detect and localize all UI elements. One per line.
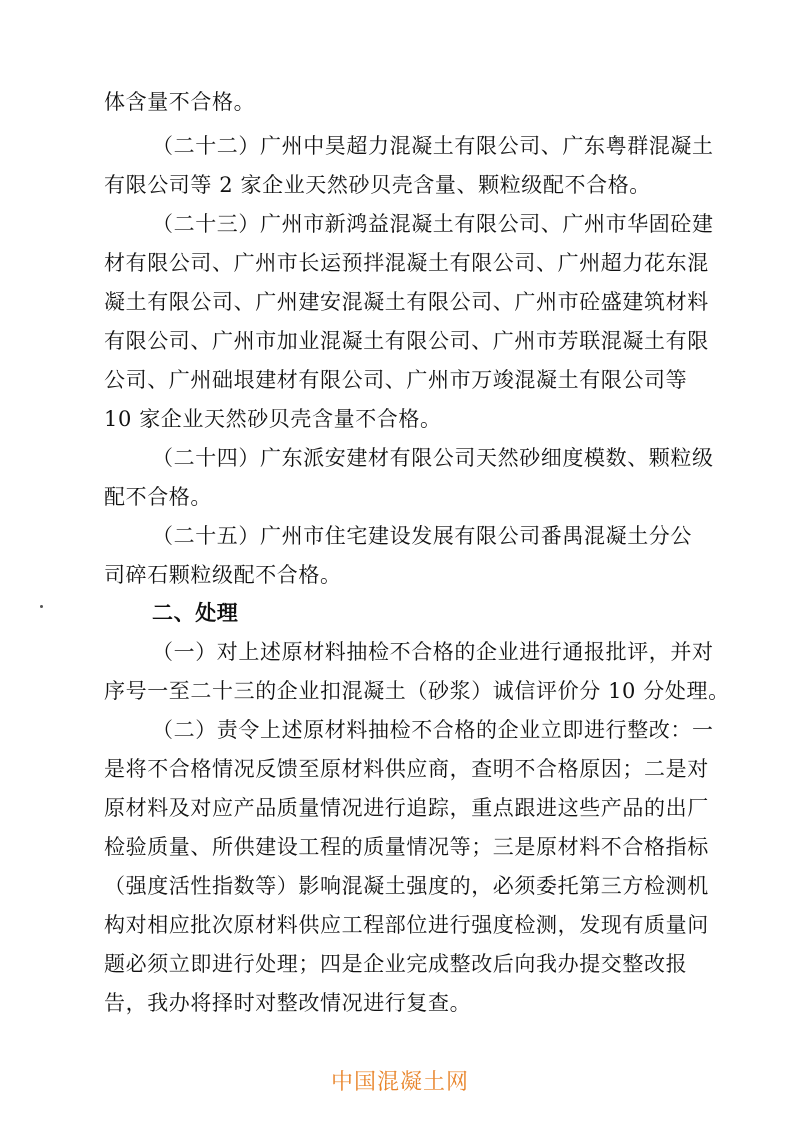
text-line: 有限公司等 2 家企业天然砂贝壳含量、颗粒级配不合格。 [104,173,651,197]
watermark-text: 中国混凝土网 [330,1070,469,1095]
section-heading: 二、处理 [152,601,239,625]
text-line: （二）责令上述原材料抽检不合格的企业立即进行整改：一 [152,718,714,742]
text-line: 配不合格。 [104,485,212,509]
text-line: （强度活性指数等）影响混凝土强度的，必须委托第三方检测机 [104,874,709,898]
scan-speck [40,605,43,608]
text-line: 题必须立即进行处理；四是企业完成整改后向我办提交整改报 [104,952,688,976]
text-line: 构对相应批次原材料供应工程部位进行强度检测，发现有质量问 [104,913,709,937]
text-line: 检验质量、所供建设工程的质量情况等；三是原材料不合格指标 [104,835,709,859]
text-line: （二十五）广州市住宅建设发展有限公司番禺混凝土分公 [152,524,692,548]
text-line: （一）对上述原材料抽检不合格的企业进行通报批评，并对 [152,640,714,664]
text-line: 体含量不合格。 [104,90,256,114]
text-line: （二十四）广东派安建材有限公司天然砂细度模数、颗粒级 [152,446,714,470]
text-line: 是将不合格情况反馈至原材料供应商，查明不合格原因；二是对 [104,757,709,781]
text-line: （二十二）广州中昊超力混凝土有限公司、广东粤群混凝土 [152,134,714,158]
text-line: 10 家企业天然砂贝壳含量不合格。 [104,407,442,431]
text-line: （二十三）广州市新鸿益混凝土有限公司、广州市华固砼建 [152,212,714,236]
text-line: 司碎石颗粒级配不合格。 [104,563,342,587]
text-line: 原材料及对应产品质量情况进行追踪，重点跟进这些产品的出厂 [104,796,709,820]
text-line: 材有限公司、广州市长运预拌混凝土有限公司、广州超力花东混 [104,251,709,275]
text-line: 凝土有限公司、广州建安混凝土有限公司、广州市砼盛建筑材料 [104,290,709,314]
text-line: 有限公司、广州市加业混凝土有限公司、广州市芳联混凝土有限 [104,329,709,353]
text-line: 序号一至二十三的企业扣混凝土（砂浆）诚信评价分 10 分处理。 [104,679,730,703]
text-line: 公司、广州础垠建材有限公司、广州市万竣混凝土有限公司等 [104,368,688,392]
text-line: 告，我办将择时对整改情况进行复查。 [104,991,472,1015]
